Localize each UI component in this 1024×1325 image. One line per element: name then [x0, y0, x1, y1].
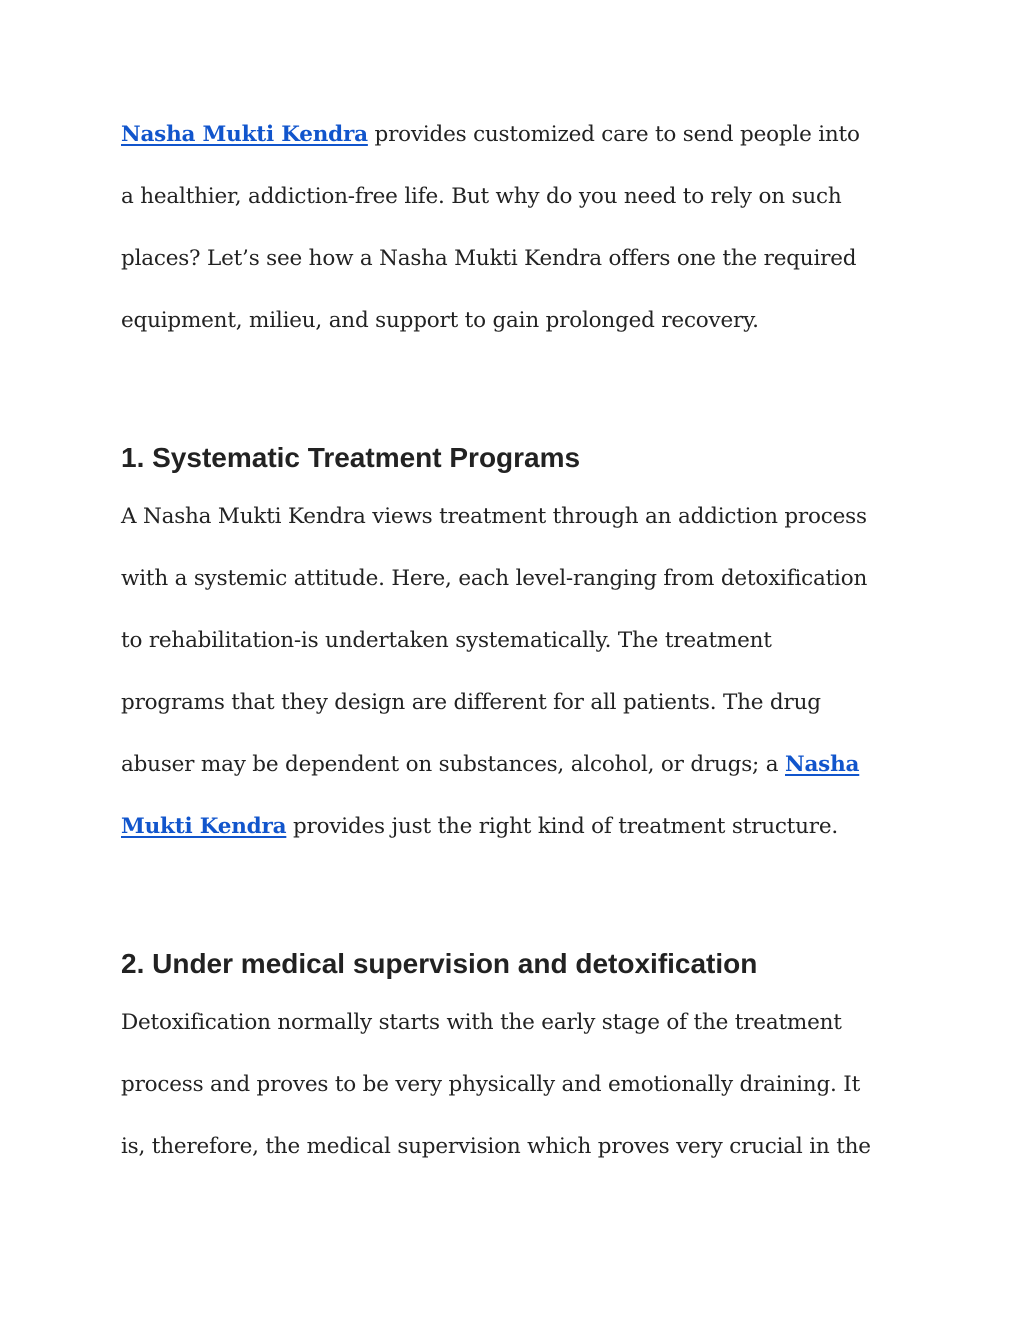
intro-line-3: places? Let’s see how a Nasha Mukti Kendra offers one the required [121, 246, 857, 271]
nasha-link-part-2[interactable]: Mukti Kendra [121, 814, 287, 839]
section-1-line-6-text: provides just the right kind of treatment structure. [286, 814, 839, 839]
section-2-heading: 2. Under medical supervision and detoxification [121, 948, 758, 979]
section-1-line-4: programs that they design are different for all patients. The drug [121, 690, 821, 715]
section-1-line-5-text: abuser may be dependent on substances, alcohol, or drugs; a [121, 752, 785, 777]
section-1-heading: 1. Systematic Treatment Programs [121, 442, 581, 473]
section-1-line-3: to rehabilitation-is undertaken systematically. The treatment [121, 628, 772, 653]
intro-line-1 [121, 104, 901, 166]
section-1-paragraph [121, 486, 901, 858]
section-2-paragraph [121, 992, 901, 1178]
intro-line-1-text: provides customized care to send people into [367, 122, 860, 147]
intro-line-2: a healthier, addiction-free life. But why do you need to rely on such [121, 184, 842, 209]
section-1-line-1: A Nasha Mukti Kendra views treatment through an addiction process [121, 504, 867, 529]
section-2-line-2: process and proves to be very physically and emotionally draining. It [121, 1072, 861, 1097]
nasha-mukti-kendra-link[interactable]: Nasha Mukti Kendra [121, 122, 368, 147]
section-2-line-1: Detoxification normally starts with the early stage of the treatment [121, 1010, 842, 1035]
section-1-line-6 [121, 796, 901, 858]
section-2-line-3: is, therefore, the medical supervision which proves very crucial in the [121, 1134, 871, 1159]
nasha-link-part-1[interactable]: Nasha [785, 752, 860, 777]
intro-paragraph [121, 104, 901, 352]
section-1-line-5 [121, 734, 901, 796]
intro-line-4: equipment, milieu, and support to gain prolonged recovery. [121, 308, 759, 333]
section-1-line-2: with a systemic attitude. Here, each level-ranging from detoxification [121, 566, 868, 591]
